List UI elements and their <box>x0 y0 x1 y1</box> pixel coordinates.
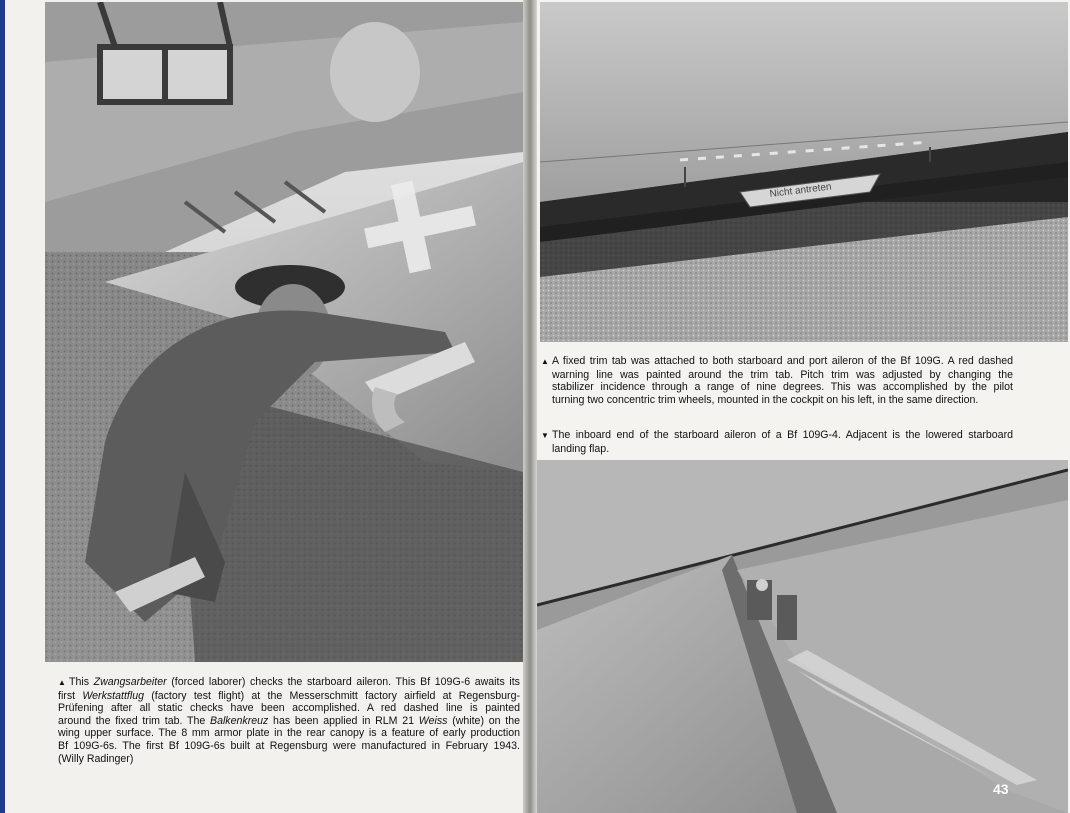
caption-trim-tab <box>541 355 1013 406</box>
caption-line <box>58 690 520 703</box>
caption-line: Bf 109G-6s. The first Bf 109G-6s built at Regensburg were manufactured in February 1943. <box>58 739 520 752</box>
caption-line: warning line was painted around the trim tab. Pitch trim was adjusted by changing the <box>552 368 1013 381</box>
caption-arrow-down-icon: ▼ <box>541 431 549 440</box>
photo-aileron-trim-tab <box>540 2 1068 342</box>
caption-arrow-up-icon: ▲ <box>58 678 66 687</box>
caption-text: around the fixed trim tab. The <box>58 714 210 727</box>
caption-text: (forced laborer) checks the starboard aileron. This Bf 109G-6 awaits its <box>166 676 520 688</box>
caption-line: (Willy Radinger) <box>58 752 134 765</box>
caption-line <box>58 715 520 728</box>
caption-text: The inboard end of the starboard aileron of a Bf 109G-4. Adjacent is the lowered starboard <box>552 429 1013 441</box>
caption-line: wing upper surface. The 8 mm armor plate in the rear canopy is a feature of early production <box>58 727 520 740</box>
caption-term: Weiss <box>418 714 448 727</box>
caption-line: turning two concentric trim wheels, mounted in the cockpit on his left, in the same direction. <box>552 393 979 406</box>
photo-worker-checking-aileron <box>45 2 523 662</box>
stencil-text: Nicht antreten <box>769 181 833 200</box>
photo-aileron-inboard-end <box>537 460 1068 813</box>
caption-line: landing flap. <box>552 442 610 455</box>
caption-text: This <box>69 676 94 688</box>
page-number: 43 <box>993 781 1009 797</box>
caption-text: first <box>58 689 83 702</box>
caption-line: Prüfening after all static checks have been accomplished. A red dashed line is painted <box>58 702 520 715</box>
caption-line <box>541 355 1013 369</box>
caption-term: Zwangsarbeiter <box>93 676 167 688</box>
caption-term: Werkstattflug <box>82 689 144 702</box>
worker-photo-drawing <box>45 2 523 662</box>
caption-text: A fixed trim tab was attached to both starboard and port aileron of the Bf 109G. A red dashed <box>552 355 1013 367</box>
caption-line <box>541 429 1013 443</box>
caption-text: (white) on the <box>447 714 520 727</box>
caption-arrow-up-icon: ▲ <box>541 357 549 366</box>
book-spine <box>523 0 537 813</box>
caption-line: stabilizer incidence through a range of nine degrees. This was accomplished by the pilot <box>552 381 1013 394</box>
caption-term: Balkenkreuz <box>210 714 269 727</box>
aileron-photo-drawing <box>537 460 1068 813</box>
trim-tab-photo-drawing <box>540 2 1068 342</box>
caption-text: has been applied in RLM 21 <box>268 714 419 727</box>
caption-worker <box>58 676 520 765</box>
caption-aileron <box>541 429 1013 455</box>
caption-text: (factory test flight) at the Messerschmitt factory airfield at Regensburg- <box>143 689 521 702</box>
caption-line <box>58 676 520 690</box>
